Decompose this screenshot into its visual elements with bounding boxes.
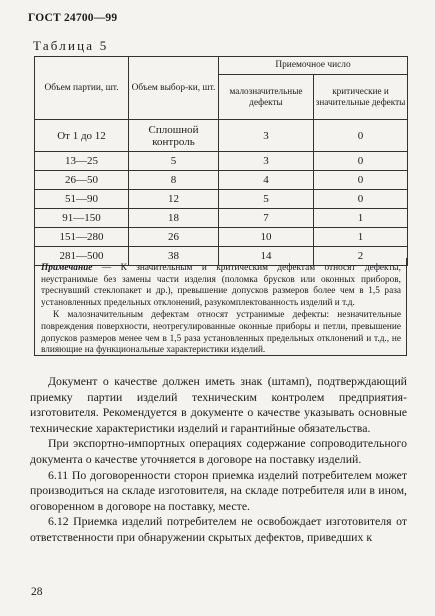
paragraph-quality-document: Документ о качестве должен иметь знак (штамп), подтверждающий приемку партии изделий техническим контролем предприятия-изготовителя. Рекомендуется в документе о качестве указывать основные технические характеристики изделий и гарантийные обязательства. bbox=[30, 374, 407, 435]
note-paragraph-1 bbox=[41, 263, 401, 309]
cell-lot: От 1 до 12 bbox=[35, 120, 129, 152]
acceptance-table bbox=[34, 56, 408, 266]
table-row bbox=[35, 152, 408, 171]
table-row bbox=[35, 209, 408, 228]
cell-critical: 0 bbox=[314, 190, 408, 209]
body-text bbox=[30, 374, 407, 546]
cell-sample: 26 bbox=[129, 228, 219, 247]
paragraph-6-12: 6.12 Приемка изделий потребителем не освобождает изготовителя от ответственности при обнаружении скрытых дефектов, приведших к bbox=[30, 514, 407, 544]
cell-critical: 1 bbox=[314, 228, 408, 247]
cell-lot: 26—50 bbox=[35, 171, 129, 190]
cell-critical: 0 bbox=[314, 171, 408, 190]
standard-header: ГОСТ 24700—99 bbox=[28, 12, 118, 24]
cell-critical: 0 bbox=[314, 152, 408, 171]
header-minor-defects: малозначительные дефекты bbox=[219, 75, 314, 120]
note-label: Примечание bbox=[41, 263, 93, 273]
table-row bbox=[35, 228, 408, 247]
paragraph-export-import: При экспортно-импортных операциях содержание сопроводительного документа о качестве уточняется в договоре на поставку изделий. bbox=[30, 436, 407, 466]
cell-sample: 38 bbox=[129, 247, 219, 266]
cell-critical: 1 bbox=[314, 209, 408, 228]
cell-lot: 151—280 bbox=[35, 228, 129, 247]
cell-lot: 91—150 bbox=[35, 209, 129, 228]
cell-minor: 14 bbox=[219, 247, 314, 266]
paragraph-6-11: 6.11 По договоренности сторон приемка изделий потребителем может производиться на складе изготовителя, на складе потребителя или в ином, оговоренном в договоре на поставку, месте. bbox=[30, 467, 407, 513]
cell-minor: 10 bbox=[219, 228, 314, 247]
cell-minor: 4 bbox=[219, 171, 314, 190]
cell-sample: 12 bbox=[129, 190, 219, 209]
table-note bbox=[34, 258, 407, 356]
cell-critical: 2 bbox=[314, 247, 408, 266]
cell-sample: 8 bbox=[129, 171, 219, 190]
table-row bbox=[35, 190, 408, 209]
cell-lot: 281—500 bbox=[35, 247, 129, 266]
cell-sample: Сплошной контроль bbox=[129, 120, 219, 152]
cell-minor: 7 bbox=[219, 209, 314, 228]
header-acceptance-number: Приемочное число bbox=[219, 57, 408, 75]
cell-minor: 3 bbox=[219, 152, 314, 171]
table-row bbox=[35, 120, 408, 152]
cell-minor: 3 bbox=[219, 120, 314, 152]
note-paragraph-2: К малозначительным дефектам относят устранимые дефекты: незначительные повреждения поверхности, неотрегулированные оконные приборы и петли, превышение допусков размеров менее чем в 1,5 раза установленных предельных отклонений и т.д., не влияющие на функциональные характеристики изделий. bbox=[41, 310, 401, 356]
cell-minor: 5 bbox=[219, 190, 314, 209]
cell-critical: 0 bbox=[314, 120, 408, 152]
cell-sample: 5 bbox=[129, 152, 219, 171]
cell-lot: 13—25 bbox=[35, 152, 129, 171]
header-lot-size: Объем партии, шт. bbox=[35, 57, 129, 120]
table-title: Таблица 5 bbox=[33, 38, 109, 53]
note-text-1: — К значительным и критическим дефектам относят дефекты, неустранимые без замены части изделия (поломка брусков или оконных приборов, треснувший стеклопакет и др.), превышение допусков размеров более чем в 1,5 раза установленных предельных отклонений, разукомплектованность изделий и т.д. bbox=[41, 263, 401, 308]
header-critical-defects: критические и значительные дефекты bbox=[314, 75, 408, 120]
page-number: 28 bbox=[31, 586, 43, 598]
cell-sample: 18 bbox=[129, 209, 219, 228]
cell-lot: 51—90 bbox=[35, 190, 129, 209]
table-row bbox=[35, 171, 408, 190]
header-sample-size: Объем выбор-ки, шт. bbox=[129, 57, 219, 120]
